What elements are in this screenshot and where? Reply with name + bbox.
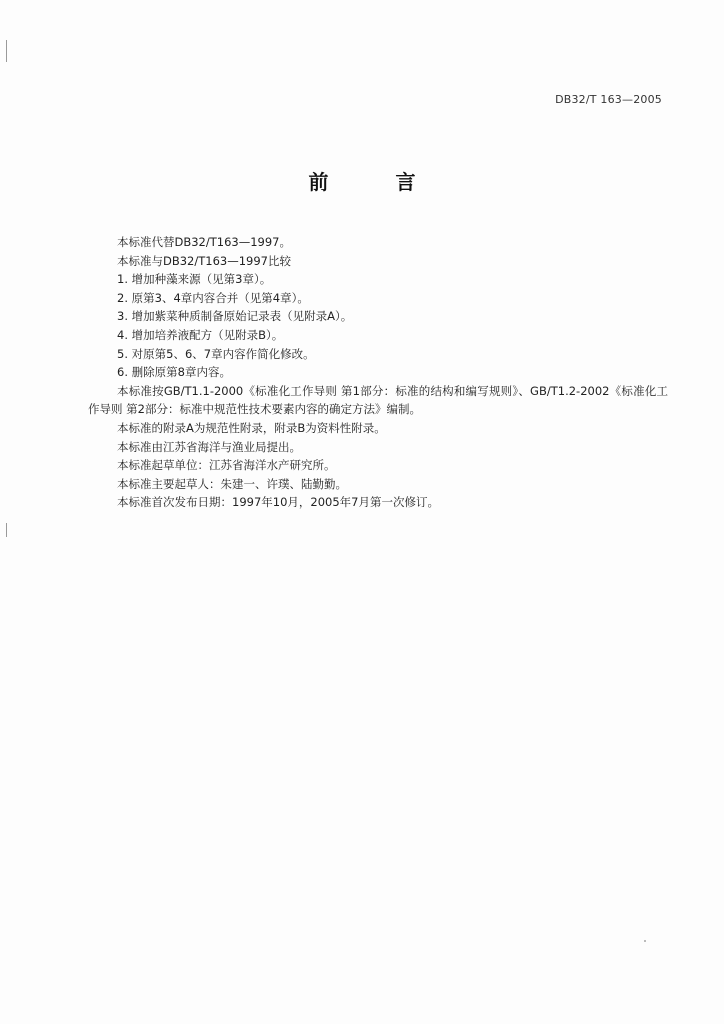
paragraph-comparison: 本标准与DB32/T163—1997比较 [117,253,291,268]
list-item-change-3: 3. 增加紫菜种质制备原始记录表（见附录A）。 [117,309,353,324]
paragraph-annexes: 本标准的附录A为规范性附录，附录B为资料性附录。 [117,420,386,435]
foreword-body [88,233,668,512]
list-item-change-2: 2. 原第3、4章内容合并（见第4章）。 [117,290,309,305]
document-code: DB32/T 163—2005 [555,93,662,106]
list-item-change-1: 1. 增加种藻来源（见第3章）。 [117,272,272,287]
paragraph-replaces: 本标准代替DB32/T163—1997。 [117,235,291,249]
paragraph-release-date: 本标准首次发布日期：1997年10月，2005年7月第一次修订。 [117,495,439,510]
list-item-change-4: 4. 增加培养液配方（见附录B）。 [117,327,284,342]
page-title: 前 言 [308,170,446,194]
scan-speck [644,940,646,942]
list-item-change-5: 5. 对原第5、6、7章内容作简化修改。 [117,346,315,361]
paragraph-drafters: 本标准主要起草人：朱建一、许璞、陆勤勤。 [117,476,347,491]
scan-margin-mark [6,523,7,537]
scan-margin-mark [6,40,7,62]
paragraph-drafting-unit: 本标准起草单位：江苏省海洋水产研究所。 [117,458,336,473]
list-item-change-6: 6. 删除原第8章内容。 [117,365,231,380]
paragraph-drafting-rules: 本标准按GB/T1.1-2000《标准化工作导则 第1部分：标准的结构和编写规则》、GB/T1.2-2002《标准化工作导则 第2部分：标准中规范性技术要素内容的确定方法》编制。 [88,383,668,417]
paragraph-proposer: 本标准由江苏省海洋与渔业局提出。 [117,439,301,454]
